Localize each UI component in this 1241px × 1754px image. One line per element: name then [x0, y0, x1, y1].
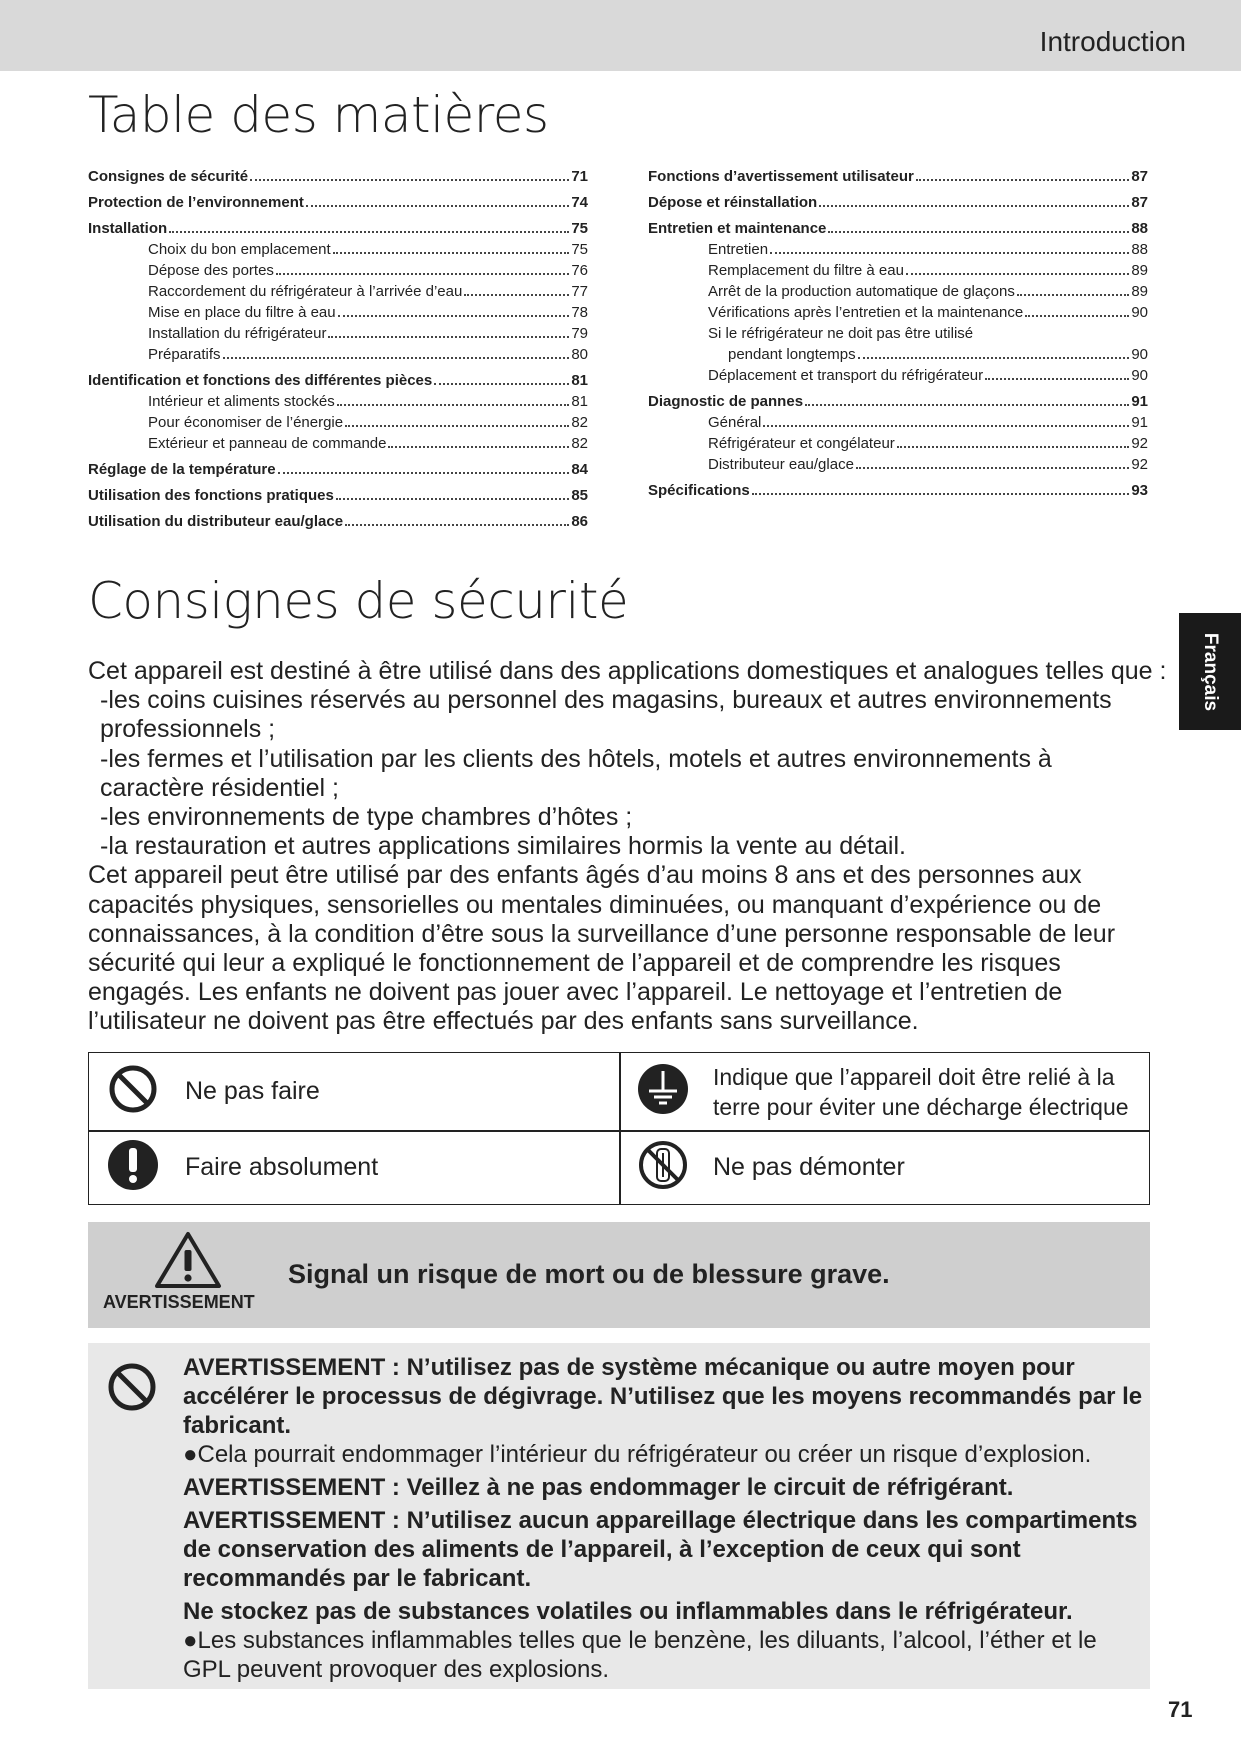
toc-entry-title: Extérieur et panneau de commande: [148, 435, 387, 452]
toc-entry-page: 76: [571, 262, 588, 279]
toc-entry-title: Utilisation des fonctions pratiques: [88, 487, 334, 504]
toc-entry-page: 74: [571, 194, 588, 211]
symbol-cell-ground: [637, 1053, 1129, 1130]
toc-entry-page: 81: [571, 393, 588, 410]
must-do-label: Faire absolument: [185, 1152, 379, 1181]
toc-entry-title: Installation du réfrigérateur: [148, 325, 327, 342]
toc-entry: [648, 480, 1148, 501]
toc-entry-page: 78: [571, 304, 588, 321]
toc-entry-page: 93: [1131, 482, 1148, 499]
toc-entry-title: Arrêt de la production automatique de glaçons: [708, 283, 1015, 300]
toc-entry-title: Consignes de sécurité: [88, 168, 249, 185]
toc-entry: [648, 239, 1148, 260]
do-not-label: Ne pas faire: [185, 1077, 320, 1105]
toc-entry-title: Dépose et réinstallation: [648, 194, 818, 211]
toc-entry: [648, 192, 1148, 213]
warning-text: Ne stockez pas de substances volatiles ou inflammables dans le réfrigérateur.: [183, 1598, 1073, 1625]
language-tab: [1179, 613, 1241, 730]
toc-entry-page: 79: [571, 325, 588, 342]
toc-entry-page: 90: [1131, 367, 1148, 384]
toc-entry-title: Entretien: [708, 241, 769, 258]
toc-entry-title: Choix du bon emplacement: [148, 241, 331, 258]
toc-entry: [88, 459, 588, 480]
toc-entry: [88, 412, 588, 433]
toc-entry-page: 84: [571, 461, 588, 478]
toc-right-column: [648, 166, 1148, 501]
toc-entry: [648, 412, 1148, 433]
toc-entry-page: 88: [1131, 220, 1148, 237]
toc-entry-title: Identification et fonctions des différentes pièces: [88, 372, 433, 389]
toc-entry-title: Déplacement et transport du réfrigérateur: [708, 367, 984, 384]
toc-entry-title: Préparatifs: [148, 346, 221, 363]
warning-text: AVERTISSEMENT : N’utilisez aucun appareillage électrique dans les compartiments de conservation des aliments de l’appareil, à l’exception de ceux qui sont recommandés par le fabricant.: [183, 1507, 1138, 1592]
safety-intro: Cet appareil est destiné à être utilisé dans des applications domestiques et analogues telles que :: [88, 657, 1167, 685]
warning-box: [88, 1343, 1150, 1689]
toc-entry: [648, 218, 1148, 239]
toc-entry-page: 90: [1131, 346, 1148, 363]
warning-banner-title: Signal un risque de mort ou de blessure grave.: [288, 1259, 890, 1289]
warning-banner: [88, 1222, 1150, 1328]
safety-body: [88, 657, 1168, 1037]
exclamation-icon: [107, 1139, 159, 1196]
prohibited-icon: [106, 1361, 158, 1418]
toc-entry: [88, 192, 588, 213]
toc-entry-title: Entretien et maintenance: [648, 220, 827, 237]
toc-entry: [648, 281, 1148, 302]
toc-entry-page: 71: [571, 168, 588, 185]
safety-item: -les fermes et l’utilisation par les clients des hôtels, motels et autres environnements à caractère résidentiel ;: [100, 744, 1052, 802]
toc-entry-page: 85: [571, 487, 588, 504]
toc-entry: [648, 260, 1148, 281]
toc-entry: [648, 454, 1148, 475]
toc-entry: [88, 323, 588, 344]
toc-entry-title: Diagnostic de pannes: [648, 393, 804, 410]
toc-entry: [88, 511, 588, 532]
toc-entry: [88, 344, 588, 365]
toc-entry-page: 92: [1131, 435, 1148, 452]
toc-entry-title: Fonctions d’avertissement utilisateur: [648, 168, 914, 185]
toc-entry: [648, 344, 1148, 365]
toc-entry-title: Distributeur eau/glace: [708, 456, 854, 473]
toc-entry-page: 88: [1131, 241, 1148, 258]
toc-entry-title: Mise en place du filtre à eau: [148, 304, 336, 321]
warning-text: AVERTISSEMENT : Veillez à ne pas endommager le circuit de réfrigérant.: [183, 1474, 1014, 1501]
toc-title: Table des matières: [88, 86, 549, 144]
safety-item: -les coins cuisines réservés au personnel des magasins, bureaux et autres environnements professionnels ;: [100, 686, 1112, 744]
toc-entry-title: Protection de l’environnement: [88, 194, 304, 211]
language-tab-label: Français: [1200, 632, 1221, 711]
warning-content: [183, 1353, 1143, 1684]
no-disassemble-label: Ne pas démonter: [713, 1152, 905, 1181]
toc-entry-page: 90: [1131, 304, 1148, 321]
toc-entry: [88, 391, 588, 412]
toc-entry-title: Réglage de la température: [88, 461, 276, 478]
toc-entry-page: 75: [571, 241, 588, 258]
toc-entry-title: Installation: [88, 220, 168, 237]
toc-entry-title: Spécifications: [648, 482, 750, 499]
toc-entry-page: 82: [571, 435, 588, 452]
toc-entry-title: Réfrigérateur et congélateur: [708, 435, 895, 452]
toc-entry-title: pendant longtemps: [728, 346, 856, 363]
toc-entry-page: 92: [1131, 456, 1148, 473]
warning-label: AVERTISSEMENT: [103, 1292, 255, 1312]
safety-paragraph: Cet appareil peut être utilisé par des enfants âgés d’au moins 8 ans et des personnes aux capacités physiques, sensorielles ou mentales diminuées, ou manquant d’expérience ou de connaissances, à la condition d’être sous la surveillance d’une personne responsable de leur sécurité qui leur a expliqué le fonctionnement de l’appareil et de comprendre les risques engagés. Les enfants ne doivent pas jouer avec l’appareil. Le nettoyage et l’entretien de l’utilisateur ne doivent pas être effectués par des enfants sans surveillance.: [88, 861, 1116, 1036]
page-number: 71: [1168, 1697, 1193, 1722]
toc-entry-page: 75: [571, 220, 588, 237]
safety-title: Consignes de sécurité: [88, 572, 629, 630]
toc-entry: [648, 166, 1148, 187]
symbol-cell-must-do: [107, 1130, 378, 1204]
warning-triangle-icon: [153, 1230, 223, 1295]
toc-entry: [648, 302, 1148, 323]
toc-entry: [88, 218, 588, 239]
toc-entry-title: Intérieur et aliments stockés: [148, 393, 335, 410]
toc-entry-title: Si le réfrigérateur ne doit pas être utilisé: [708, 325, 974, 342]
toc-entry: [88, 166, 588, 187]
toc-entry-page: 89: [1131, 283, 1148, 300]
ground-icon: [637, 1063, 689, 1120]
ground-label: Indique que l’appareil doit être relié à la terre pour éviter une décharge électrique: [713, 1063, 1129, 1120]
toc-entry-page: 77: [571, 283, 588, 300]
section-label: Introduction: [1039, 26, 1186, 57]
toc-entry: [648, 391, 1148, 412]
toc-entry-page: 87: [1131, 194, 1148, 211]
toc-entry-title: Vérifications après l’entretien et la maintenance: [708, 304, 1024, 321]
toc-entry: [88, 302, 588, 323]
toc-entry-title: Utilisation du distributeur eau/glace: [88, 513, 344, 530]
toc-entry: [648, 365, 1148, 386]
toc-entry-page: 86: [571, 513, 588, 530]
toc-entry-title: Raccordement du réfrigérateur à l’arrivée d’eau: [148, 283, 463, 300]
toc-entry-page: 80: [571, 346, 588, 363]
toc-entry: [648, 433, 1148, 454]
toc-entry-page: 91: [1131, 393, 1148, 410]
toc-entry-page: 87: [1131, 168, 1148, 185]
toc-entry: [88, 433, 588, 454]
safety-item: -la restauration et autres applications similaires hormis la vente au détail.: [100, 832, 906, 861]
warning-bullet: ●Les substances inflammables telles que le benzène, les diluants, l’alcool, l’éther et le GPL peuvent provoquer des explosions.: [183, 1627, 1097, 1683]
toc-entry-title: Général: [708, 414, 762, 431]
no-disassemble-icon: [637, 1139, 689, 1196]
safety-item: -les environnements de type chambres d’hôtes ;: [100, 803, 633, 832]
symbol-cell-no-disassemble: [637, 1130, 905, 1204]
toc-entry: [88, 260, 588, 281]
toc-entry: [88, 281, 588, 302]
toc-entry-title: Dépose des portes: [148, 262, 274, 279]
toc-entry-page: 81: [571, 372, 588, 389]
warning-text: AVERTISSEMENT : N’utilisez pas de système mécanique ou autre moyen pour accélérer le processus de dégivrage. N’utilisez que les moyens recommandés par le fabricant.: [183, 1354, 1143, 1439]
symbol-cell-do-not: [107, 1053, 320, 1130]
toc-entry: [88, 370, 588, 391]
warning-bullet: ●Cela pourrait endommager l’intérieur du réfrigérateur ou créer un risque d’explosion.: [183, 1441, 1092, 1468]
toc-left-column: [88, 166, 588, 532]
symbol-legend-table: [88, 1052, 1150, 1205]
toc-entry: [648, 323, 1148, 344]
toc-entry-title: Remplacement du filtre à eau: [708, 262, 904, 279]
prohibited-icon: [107, 1063, 159, 1120]
toc-entry: [88, 485, 588, 506]
toc-entry-page: 91: [1131, 414, 1148, 431]
toc-entry: [88, 239, 588, 260]
toc-entry-title: Pour économiser de l’énergie: [148, 414, 344, 431]
toc-entry-page: 89: [1131, 262, 1148, 279]
toc-entry-page: 82: [571, 414, 588, 431]
